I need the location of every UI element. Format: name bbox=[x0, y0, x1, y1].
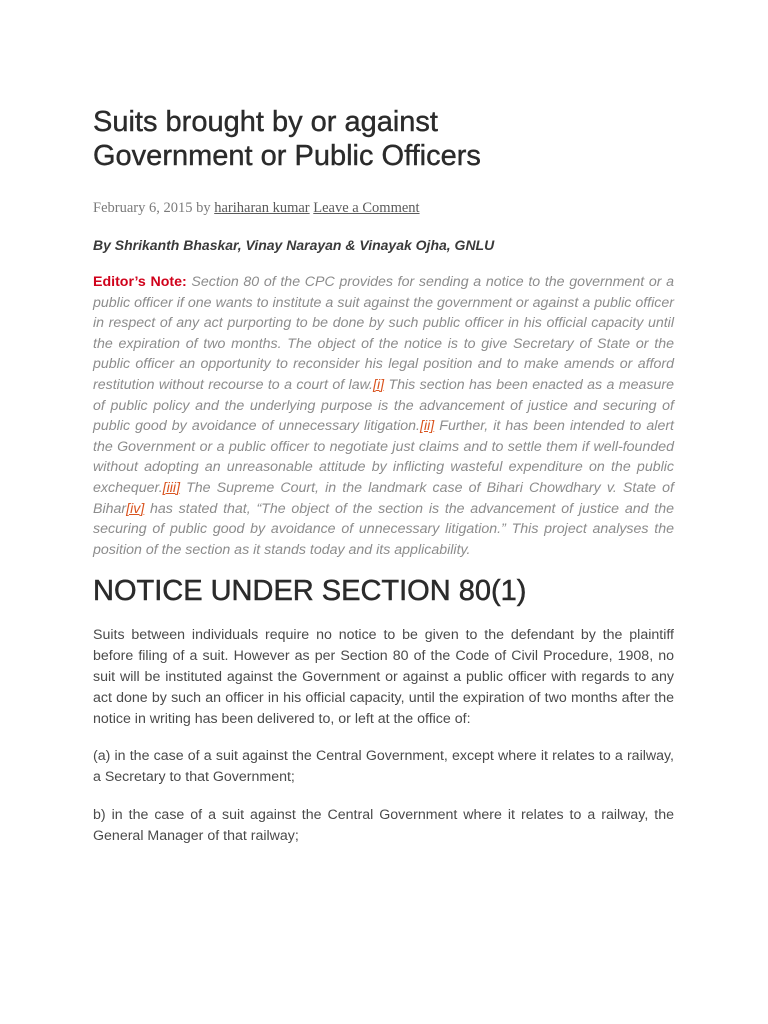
footnote-link-ii[interactable]: [ii] bbox=[420, 418, 435, 435]
editor-note-text: This section has been enacted as a measure of public policy and the underlying purpose is the advancement of justice and securing of public good by avoidance of unnecessary litigation. bbox=[93, 376, 674, 435]
footnote-link-iv[interactable]: [iv] bbox=[126, 500, 145, 517]
byline: By Shrikanth Bhaskar, Vinay Narayan & Vinayak Ojha, GNLU bbox=[93, 237, 495, 253]
editor-note-label: Editor’s Note: bbox=[93, 274, 187, 290]
section-heading: NOTICE UNDER SECTION 80(1) bbox=[93, 575, 527, 608]
post-by-label: by bbox=[192, 200, 215, 216]
post-meta bbox=[93, 199, 674, 217]
author-link[interactable]: hariharan kumar bbox=[214, 200, 310, 216]
footnote-link-iii[interactable]: [iii] bbox=[162, 479, 181, 496]
body-paragraph: b) in the case of a suit against the Central Government where it relates to a railway, the General Manager of that railway; bbox=[93, 806, 674, 844]
page-title-line-2: Government or Public Officers bbox=[93, 140, 481, 172]
page-title bbox=[93, 105, 674, 173]
body-paragraph: (a) in the case of a suit against the Central Government, except where it relates to a railway, a Secretary to that Government; bbox=[93, 748, 674, 786]
footnote-link-i[interactable]: [i] bbox=[373, 376, 385, 393]
editor-note-text: Section 80 of the CPC provides for sending a notice to the government or a public officer if one wants to institute a suit against the government or against a public officer in respect of any act purporting to be done by such public officer in his official capacity until the expiration of two months. The object of the notice is to give Secretary of State or the public officer an opportunity to reconsider his legal position and to make amends or afford restitution without recourse to a court of law. bbox=[93, 274, 674, 393]
editor-note-text: The Supreme Court, in the landmark case of Bihari Chowdhary v. State of Bihar bbox=[93, 479, 674, 517]
editor-note-text: Further, it has been intended to alert the Government or a public officer to negotiate just claims and to settle them if well-founded without adopting an unreasonable attitude by inflicting wasteful expenditure on the public exchequer. bbox=[93, 418, 674, 496]
leave-comment-link[interactable]: Leave a Comment bbox=[313, 200, 420, 216]
article bbox=[93, 105, 674, 846]
editor-note-text: has stated that, “The object of the section is the advancement of justice and the securing of public good by avoidance of unnecessary litigation.” This project analyses the position of the section as it stands today and its applicability. bbox=[93, 500, 674, 558]
page-title-line-1: Suits brought by or against bbox=[93, 106, 438, 138]
body-paragraph: Suits between individuals require no notice to be given to the defendant by the plaintiff before filing of a suit. However as per Section 80 of the Code of Civil Procedure, 1908, no suit will be instituted against the Government or against a public officer with regards to any act done by such an officer in his official capacity, until the expiration of two months after the notice in writing has been delivered to, or left at the office of: bbox=[93, 627, 674, 727]
post-date: February 6, 2015 bbox=[93, 200, 193, 216]
editor-note bbox=[93, 272, 674, 560]
